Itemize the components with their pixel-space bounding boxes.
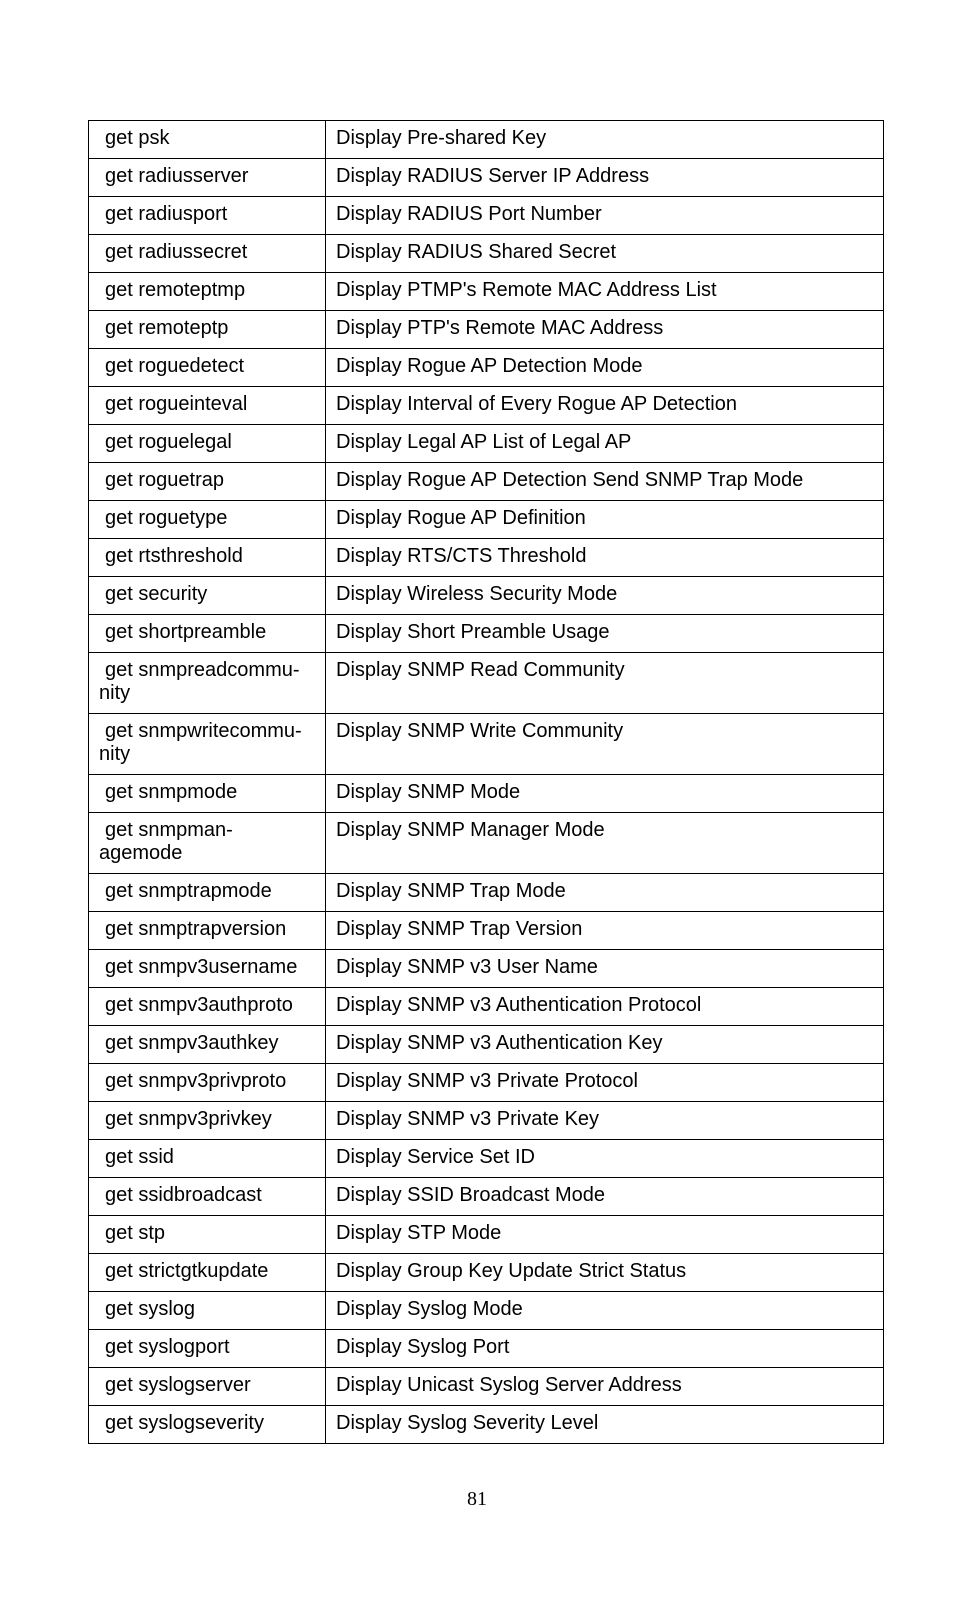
command-table [88,120,884,1444]
command-text: get remoteptmp [105,279,246,301]
command-text: get ssid [105,1146,174,1168]
table-row [89,653,884,714]
description-cell: Display Syslog Port [326,1330,884,1368]
table-row [89,159,884,197]
description-cell: Display SNMP Write Community [326,714,884,775]
table-row [89,615,884,653]
command-text: get roguetrap [105,469,224,491]
table-row [89,874,884,912]
command-cell [89,950,326,988]
command-text: get rogueinteval [105,393,248,415]
description-cell: Display Syslog Mode [326,1292,884,1330]
description-cell: Display PTMP's Remote MAC Address List [326,273,884,311]
table-row [89,813,884,874]
command-text: get snmpreadcommu- nity [99,659,300,704]
command-cell [89,1368,326,1406]
table-row [89,501,884,539]
command-text: get snmpv3authkey [105,1032,279,1054]
command-cell [89,775,326,813]
command-table-body [89,121,884,1444]
description-cell: Display SNMP v3 Private Protocol [326,1064,884,1102]
table-row [89,425,884,463]
description-cell: Display Legal AP List of Legal AP [326,425,884,463]
command-text: get snmptrapmode [105,880,272,902]
description-cell: Display STP Mode [326,1216,884,1254]
description-cell: Display Wireless Security Mode [326,577,884,615]
command-cell [89,197,326,235]
command-cell [89,1102,326,1140]
command-text: get ssidbroadcast [105,1184,262,1206]
command-text: get syslogserver [105,1374,251,1396]
description-cell: Display SNMP Read Community [326,653,884,714]
description-cell: Display SNMP v3 Authentication Protocol [326,988,884,1026]
command-text: get snmpv3username [105,956,298,978]
command-text: get roguedetect [105,355,244,377]
description-cell: Display SSID Broadcast Mode [326,1178,884,1216]
command-text: get roguetype [105,507,228,529]
command-cell [89,235,326,273]
table-row [89,988,884,1026]
description-cell: Display Pre-shared Key [326,121,884,159]
description-cell: Display Short Preamble Usage [326,615,884,653]
description-cell: Display Rogue AP Definition [326,501,884,539]
description-cell: Display Syslog Severity Level [326,1406,884,1444]
command-text: get snmptrapversion [105,918,287,940]
description-cell: Display SNMP v3 Private Key [326,1102,884,1140]
table-row [89,1178,884,1216]
command-text: get snmpv3privproto [105,1070,287,1092]
command-text: get roguelegal [105,431,232,453]
description-cell: Display SNMP Trap Version [326,912,884,950]
command-text: get radiusserver [105,165,249,187]
command-cell [89,425,326,463]
command-cell [89,349,326,387]
command-cell [89,273,326,311]
table-row [89,1140,884,1178]
description-cell: Display SNMP v3 Authentication Key [326,1026,884,1064]
command-text: get shortpreamble [105,621,267,643]
description-cell: Display RADIUS Shared Secret [326,235,884,273]
command-cell [89,615,326,653]
command-text: get snmpv3privkey [105,1108,272,1130]
description-cell: Display PTP's Remote MAC Address [326,311,884,349]
command-text: get radiusport [105,203,228,225]
command-cell [89,1178,326,1216]
command-cell [89,1216,326,1254]
table-row [89,463,884,501]
table-row [89,1368,884,1406]
table-row [89,1330,884,1368]
description-cell: Display SNMP Trap Mode [326,874,884,912]
table-row [89,1216,884,1254]
command-cell [89,501,326,539]
description-cell: Display Rogue AP Detection Send SNMP Trap Mode [326,463,884,501]
command-cell [89,1026,326,1064]
description-cell: Display SNMP Mode [326,775,884,813]
command-cell [89,463,326,501]
table-row [89,311,884,349]
command-cell [89,874,326,912]
table-row [89,714,884,775]
table-row [89,197,884,235]
command-cell [89,653,326,714]
command-cell [89,1330,326,1368]
table-row [89,1406,884,1444]
command-cell [89,1254,326,1292]
table-row [89,539,884,577]
table-row [89,1292,884,1330]
table-row [89,121,884,159]
command-cell [89,912,326,950]
command-cell [89,714,326,775]
command-text: get snmpwritecommu- nity [99,720,302,765]
page-number: 81 [467,1488,487,1510]
command-text: get syslogseverity [105,1412,264,1434]
command-text: get syslogport [105,1336,230,1358]
command-cell [89,121,326,159]
table-row [89,912,884,950]
command-text: get psk [105,127,170,149]
table-row [89,1064,884,1102]
table-row [89,577,884,615]
command-text: get stp [105,1222,166,1244]
command-text: get strictgtkupdate [105,1260,269,1282]
command-text: get remoteptp [105,317,229,339]
command-cell [89,1406,326,1444]
command-text: get snmpv3authproto [105,994,293,1016]
description-cell: Display Rogue AP Detection Mode [326,349,884,387]
table-row [89,387,884,425]
description-cell: Display SNMP Manager Mode [326,813,884,874]
description-cell: Display Interval of Every Rogue AP Detection [326,387,884,425]
command-cell [89,159,326,197]
command-cell [89,1064,326,1102]
command-cell [89,311,326,349]
table-row [89,775,884,813]
command-cell [89,539,326,577]
table-row [89,1026,884,1064]
command-text: get snmpman- agemode [99,819,233,864]
table-row [89,950,884,988]
command-cell [89,813,326,874]
description-cell: Display RTS/CTS Threshold [326,539,884,577]
command-cell [89,1292,326,1330]
command-cell [89,577,326,615]
description-cell: Display SNMP v3 User Name [326,950,884,988]
description-cell: Display Service Set ID [326,1140,884,1178]
table-row [89,1102,884,1140]
description-cell: Display Unicast Syslog Server Address [326,1368,884,1406]
command-cell [89,387,326,425]
command-cell [89,988,326,1026]
command-text: get snmpmode [105,781,238,803]
command-text: get radiussecret [105,241,248,263]
command-text: get syslog [105,1298,196,1320]
command-text: get security [105,583,208,605]
command-text: get rtsthreshold [105,545,243,567]
description-cell: Display RADIUS Server IP Address [326,159,884,197]
table-row [89,235,884,273]
command-cell [89,1140,326,1178]
table-row [89,349,884,387]
table-row [89,1254,884,1292]
description-cell: Display Group Key Update Strict Status [326,1254,884,1292]
description-cell: Display RADIUS Port Number [326,197,884,235]
table-row [89,273,884,311]
